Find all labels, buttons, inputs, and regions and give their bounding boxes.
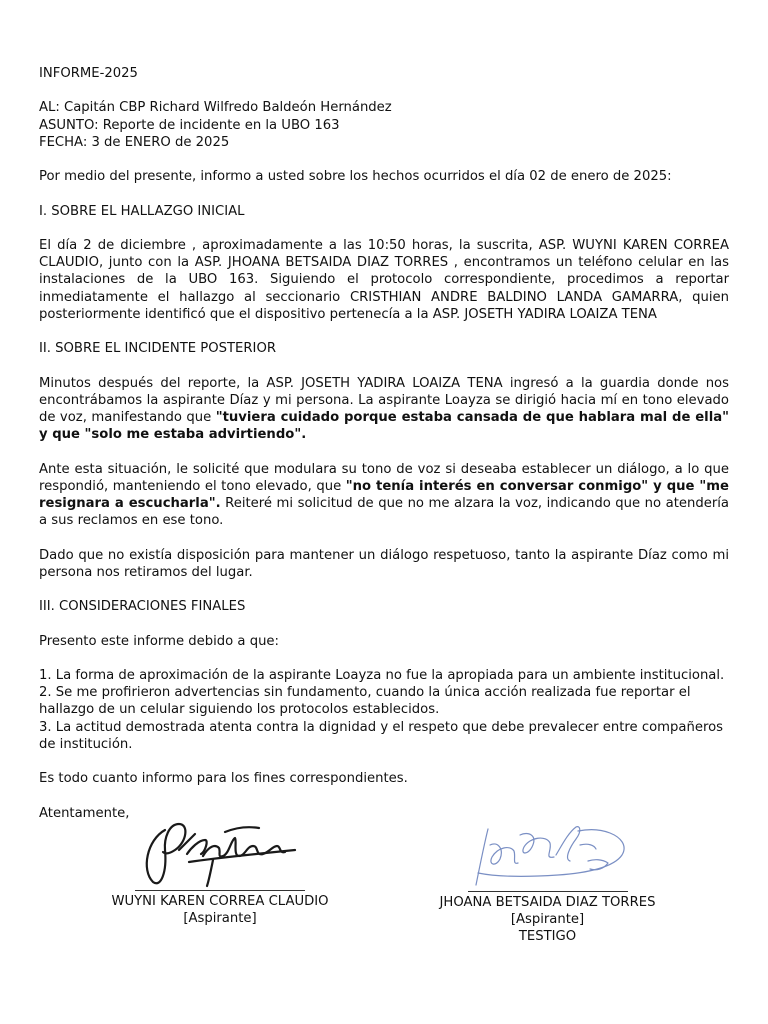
section-2-paragraph-3: Dado que no existía disposición para mantener un diálogo respetuoso, tanto la aspirante Díaz como mi persona nos retiramos del lugar.: [39, 547, 729, 580]
salutation: Atentamente,: [39, 805, 130, 821]
signer-role-right: [Aspirante]: [510, 912, 585, 928]
section-2-p2-tail: Reiteré mi solicitud de que no me alzara la voz, indicando que no atendería a sus reclamos en ese tono.: [39, 495, 729, 529]
section-2-paragraph-1: [39, 375, 729, 444]
handwritten-signature-right: [458, 815, 638, 891]
signature-block-right: [425, 815, 670, 946]
section-3-intro: Presento este informe debido a que:: [39, 633, 279, 649]
signer-name-left: WUYNI KAREN CORREA CLAUDIO: [111, 894, 329, 909]
witness-label: TESTIGO: [518, 929, 577, 945]
date-line: FECHA: 3 de ENERO de 2025: [39, 134, 230, 150]
recipient-line: AL: Capitán CBP Richard Wilfredo Baldeón Hernández: [39, 100, 392, 116]
section-2-title: II. SOBRE EL INCIDENTE POSTERIOR: [39, 341, 276, 357]
list-item: 2. Se me profirieron advertencias sin fundamento, cuando la única acción realizada fue reportar el hallazgo de un celular siguiendo los protocolos establecidos.: [39, 685, 691, 718]
subject-line: ASUNTO: Reporte de incidente en la UBO 163: [39, 117, 340, 133]
section-2-p1-text: Minutos después del reporte, la ASP. JOSETH YADIRA LOAIZA TENA ingresó a la guardia donde nos encontrábamos la aspirante Díaz y mi persona. La aspirante Loayza se dirigió hacia mí en tono elevado de voz, manifestando que: [39, 375, 729, 425]
list-item: 3. La actitud demostrada atenta contra la dignidad y el respeto que debe prevalecer entre compañeros de institución.: [39, 719, 724, 752]
intro-paragraph: Por medio del presente, informo a usted sobre los hechos ocurridos el día 02 de enero de 2025:: [39, 169, 672, 185]
closing-line: Es todo cuanto informo para los fines correspondientes.: [39, 771, 408, 787]
report-body: [39, 65, 729, 822]
section-1-title: I. SOBRE EL HALLAZGO INICIAL: [39, 203, 245, 219]
report-heading: INFORME-2025: [39, 66, 138, 81]
signer-role-left: [Aspirante]: [183, 911, 257, 927]
list-item: 1. La forma de aproximación de la aspirante Loayza no fue la apropiada para un ambiente institucional.: [39, 667, 725, 683]
handwritten-signature-left: [135, 810, 305, 890]
section-2-paragraph-2: [39, 461, 729, 530]
signature-line-left: [135, 890, 305, 891]
section-1-paragraph: El día 2 de diciembre , aproximadamente a las 10:50 horas, la suscrita, ASP. WUYNI KAREN CORREA CLAUDIO, junto con la ASP. JHOANA BETSAIDA DIAZ TORRES , encontramos un teléfono celular en las instalaciones de la UBO 163. Siguiendo el protocolo correspondiente, procedimos a reportar inmediatamente el hallazgo al seccionario CRISTHIAN ANDRE BALDINO LANDA GAMARRA, quien posteriormente identificó que el dispositivo pertenecía a la ASP. JOSETH YADIRA LOAIZA TENA: [39, 237, 729, 322]
signature-line-right: [468, 891, 628, 892]
section-2-p2-text: Ante esta situación, le solicité que modulara su tono de voz si deseaba establecer un diálogo, a lo que respondió, manteniendo el tono elevado, que: [39, 461, 729, 494]
signer-name-right: JHOANA BETSAIDA DIAZ TORRES: [439, 895, 656, 910]
signature-block-left: [100, 810, 340, 927]
section-2-p1-quote: "tuviera cuidado porque estaba cansada de que hablara mal de ella" y que "solo me estaba advirtiendo".: [39, 409, 729, 443]
section-2-p2-quote: "no tenía interés en conversar conmigo" y que "me resignara a escucharla".: [39, 478, 729, 511]
section-3-title: III. CONSIDERACIONES FINALES: [39, 599, 246, 615]
